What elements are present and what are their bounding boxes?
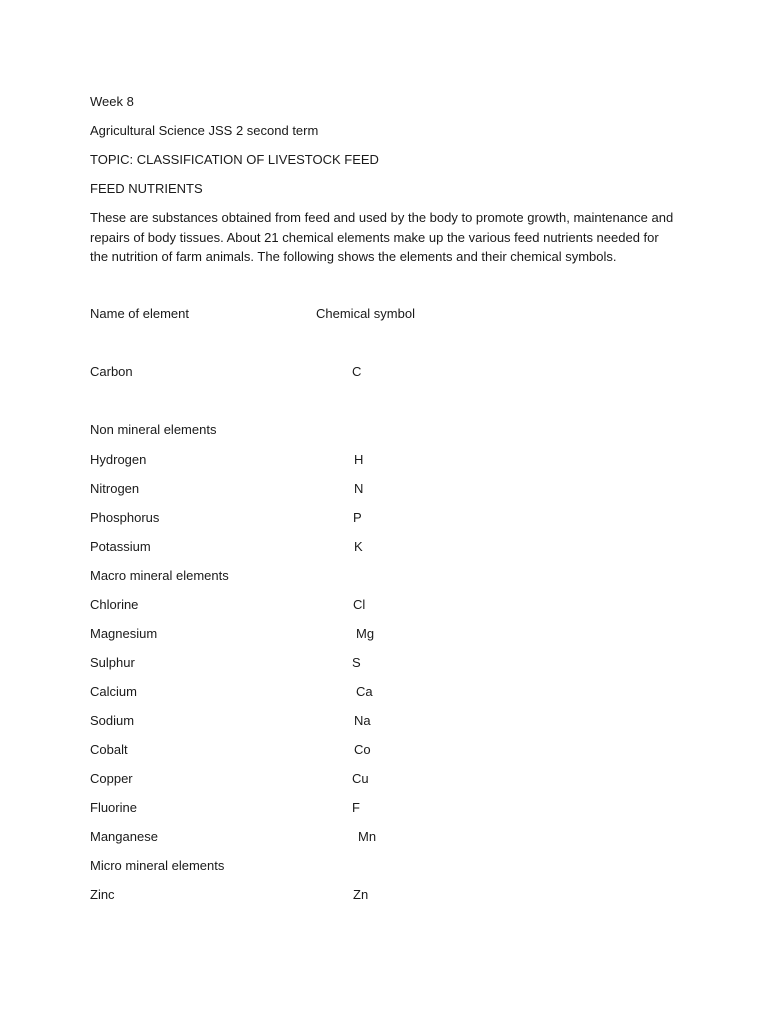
- element-symbol: Na: [354, 713, 371, 728]
- subject-title: Agricultural Science JSS 2 second term: [90, 123, 319, 138]
- element-symbol: P: [353, 510, 362, 525]
- table-row: [90, 653, 690, 672]
- element-symbol: Mn: [358, 829, 377, 844]
- table-row: [90, 885, 690, 904]
- element-symbol: C: [352, 364, 362, 379]
- element-name: Calcium: [90, 684, 137, 699]
- table-row: [90, 827, 690, 846]
- column-header-name: Name of element: [90, 306, 189, 321]
- element-name: Cobalt: [90, 742, 128, 757]
- table-row: [90, 740, 690, 759]
- element-name: Fluorine: [90, 800, 137, 815]
- element-symbol: Cu: [352, 771, 369, 786]
- element-name: Magnesium: [90, 626, 158, 641]
- element-name: Phosphorus: [90, 510, 160, 525]
- table-row: [90, 479, 690, 498]
- element-symbol: K: [354, 539, 363, 554]
- table-row: [90, 711, 690, 730]
- element-name: Hydrogen: [90, 452, 147, 467]
- element-symbol: Cl: [353, 597, 366, 612]
- column-header-symbol: Chemical symbol: [316, 306, 415, 321]
- topic-heading: TOPIC: CLASSIFICATION OF LIVESTOCK FEED: [90, 152, 379, 167]
- element-symbol: Zn: [353, 887, 369, 902]
- element-name: Zinc: [90, 887, 115, 902]
- table-row-carbon: [90, 362, 690, 381]
- element-name: Potassium: [90, 539, 151, 554]
- group-heading-macro: Macro mineral elements: [90, 568, 229, 583]
- element-symbol: N: [354, 481, 364, 496]
- table-row: [90, 595, 690, 614]
- table-row: [90, 537, 690, 556]
- section-heading: FEED NUTRIENTS: [90, 181, 203, 196]
- table-header-row: [90, 304, 690, 323]
- table-row: [90, 450, 690, 469]
- element-name: Manganese: [90, 829, 158, 844]
- element-name: Copper: [90, 771, 133, 786]
- element-symbol: Co: [354, 742, 371, 757]
- group-heading-micro: Micro mineral elements: [90, 858, 225, 873]
- element-symbol: S: [352, 655, 361, 670]
- element-name: Chlorine: [90, 597, 139, 612]
- week-label: Week 8: [90, 94, 134, 109]
- table-row: [90, 798, 690, 817]
- table-row: [90, 682, 690, 701]
- table-row: [90, 624, 690, 643]
- element-symbol: Mg: [356, 626, 375, 641]
- element-name: Sulphur: [90, 655, 135, 670]
- element-symbol: H: [354, 452, 364, 467]
- intro-paragraph: These are substances obtained from feed and used by the body to promote growth, maintenance and repairs of body tissues. About 21 chemical elements make up the various feed nutrients needed for the nutrition of farm animals. The following shows the elements and their chemical symbols.: [90, 210, 674, 264]
- element-name: Sodium: [90, 713, 135, 728]
- element-symbol: F: [352, 800, 360, 815]
- element-name: Carbon: [90, 364, 133, 379]
- table-row: [90, 508, 690, 527]
- group-heading-non-mineral: Non mineral elements: [90, 422, 217, 437]
- element-symbol: Ca: [356, 684, 373, 699]
- table-row: [90, 769, 690, 788]
- element-name: Nitrogen: [90, 481, 140, 496]
